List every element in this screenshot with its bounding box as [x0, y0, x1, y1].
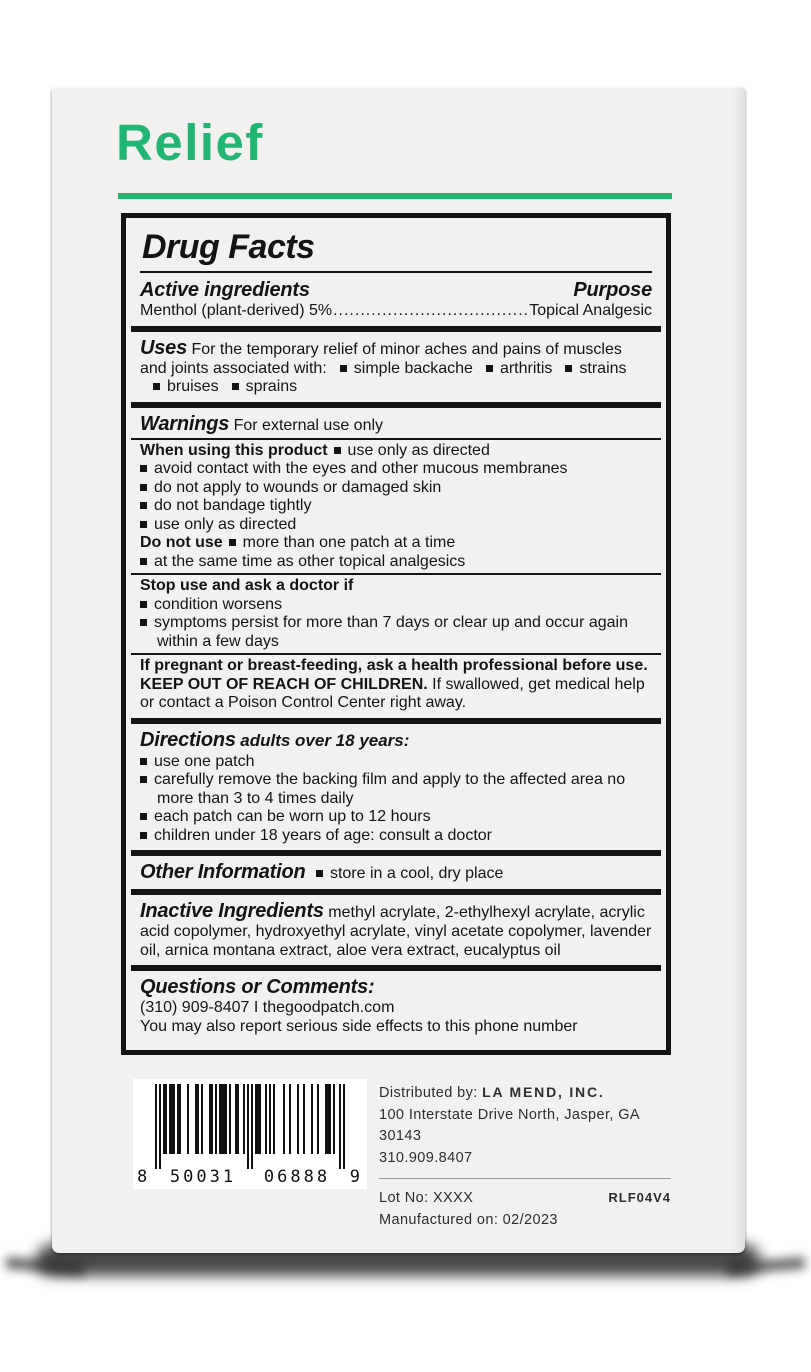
divider-thin — [131, 438, 661, 440]
brand-title: Relief — [116, 114, 264, 171]
uses-section — [140, 337, 652, 397]
lot-row — [379, 1187, 671, 1210]
bullet-square-icon — [140, 619, 147, 626]
manufactured-date: Manufactured on: 02/2023 — [379, 1211, 558, 1228]
bullet-square-icon — [486, 365, 493, 372]
bullet-square-icon — [140, 484, 147, 491]
bullet-square-icon — [232, 383, 239, 390]
barcode-graphic — [133, 1079, 367, 1189]
bullet-square-icon — [334, 447, 341, 454]
divider-thick — [131, 965, 661, 971]
footer-divider — [379, 1178, 671, 1179]
warnings-heading: Warnings — [140, 412, 230, 435]
bullet-square-icon — [140, 832, 147, 839]
active-ingredients-header — [140, 279, 652, 302]
uses-item: arthritis — [486, 360, 552, 377]
svg-text:50031: 50031 — [169, 1167, 237, 1187]
warnings-header — [140, 413, 652, 436]
product-code: RLF04V4 — [608, 1190, 671, 1205]
bullet-square-icon — [140, 558, 147, 565]
uses-intro: For the temporary relief of minor aches and pains of muscles and joints associated with: — [140, 340, 622, 377]
do-not-use-inline-item: more than one patch at a time — [242, 534, 456, 551]
distributor-label: Distributed by: — [379, 1085, 478, 1101]
divider-thick — [131, 889, 661, 895]
when-using-lead — [140, 442, 652, 461]
warning-item: use only as directed — [140, 516, 652, 535]
directions-heading: Directions — [140, 728, 236, 751]
uses-heading: Uses — [140, 336, 188, 359]
divider-thick — [131, 718, 661, 724]
uses-item: strains — [565, 360, 626, 377]
bullet-square-icon — [340, 365, 347, 372]
do-not-use-list — [140, 553, 652, 572]
inactive-ingredients-heading: Inactive Ingredients — [140, 900, 324, 922]
other-information-item: store in a cool, dry place — [329, 865, 504, 882]
directions-header — [140, 729, 652, 752]
svg-text:8: 8 — [137, 1167, 151, 1187]
active-ingredients-heading: Active ingredients — [140, 279, 310, 301]
warning-item: symptoms persist for more than 7 days or clear up and occur again within a few days — [140, 614, 652, 651]
uses-item: simple backache — [340, 360, 473, 377]
bullet-square-icon — [140, 813, 147, 820]
product-package-back — [52, 87, 745, 1253]
direction-item: children under 18 years of age: consult a doctor — [140, 827, 652, 846]
uses-item: sprains — [232, 378, 298, 395]
direction-item: each patch can be worn up to 12 hours — [140, 808, 652, 827]
pregnancy-warning-bold: If pregnant or breast-feeding, ask a health professional before use. KEEP OUT OF REACH OF CHILDREN. — [140, 657, 648, 693]
divider-thin — [140, 271, 652, 273]
other-information-row — [140, 861, 652, 884]
bullet-square-icon — [153, 383, 160, 390]
active-ingredient-name: Menthol (plant-derived) 5% — [140, 302, 333, 319]
bullet-square-icon — [140, 776, 147, 783]
distributor-block — [379, 1082, 671, 1231]
direction-item: carefully remove the backing film and apply to the affected area no more than 3 to 4 times daily — [140, 771, 652, 808]
warning-item: at the same time as other topical analgesics — [140, 553, 652, 572]
bullet-square-icon — [140, 502, 147, 509]
drug-facts-panel — [121, 213, 671, 1055]
distributor-phone: 310.909.8407 — [379, 1149, 473, 1166]
bullet-square-icon — [140, 758, 147, 765]
questions-phone-line: (310) 909-8407 I thegoodpatch.com — [140, 999, 395, 1016]
purpose-heading: Purpose — [573, 279, 652, 301]
other-information-heading: Other Information — [140, 861, 306, 883]
lot-number: Lot No: XXXX — [379, 1190, 474, 1206]
warning-item: avoid contact with the eyes and other mucous membranes — [140, 460, 652, 479]
bullet-square-icon — [565, 365, 572, 372]
distributor-line — [379, 1082, 671, 1105]
warnings-subheading: For external use only — [233, 416, 384, 434]
divider-thick — [131, 850, 661, 856]
brand-underline — [118, 193, 672, 199]
stop-use-label: Stop use and ask a doctor if — [140, 577, 354, 594]
warning-item: condition worsens — [140, 596, 652, 615]
inactive-ingredients-section — [140, 900, 652, 960]
when-using-inline-item: use only as directed — [347, 441, 490, 459]
uses-item: bruises — [153, 378, 219, 395]
svg-text:9: 9 — [349, 1167, 363, 1187]
when-using-label: When using this product — [140, 441, 328, 459]
divider-thin — [131, 653, 661, 655]
directions-subheading: adults over 18 years: — [240, 730, 410, 750]
active-ingredient-purpose: Topical Analgesic — [529, 302, 652, 319]
direction-item: use one patch — [140, 753, 652, 772]
distributor-address: 100 Interstate Drive North, Jasper, GA 30143 — [379, 1106, 640, 1144]
directions-list — [140, 753, 652, 846]
bullet-square-icon — [229, 539, 236, 546]
dot-leader — [333, 302, 528, 321]
bullet-square-icon — [140, 601, 147, 608]
bullet-square-icon — [316, 870, 323, 877]
do-not-use-label: Do not use — [140, 534, 223, 551]
divider-thick — [131, 326, 661, 332]
divider-thin — [131, 573, 661, 575]
distributor-name: LA MEND, INC. — [482, 1084, 605, 1100]
inactive-ingredients-text: methyl acrylate, 2-ethylhexyl acrylate, acrylic acid copolymer, hydroxyethyl acrylate, vinyl acetate copolymer, lavender oil, arnica montana extract, aloe vera extract, eucalyptus oil — [140, 904, 652, 959]
drug-facts-title: Drug Facts — [142, 228, 315, 266]
divider-thick — [131, 402, 661, 408]
stop-use-list — [140, 596, 652, 652]
questions-note: You may also report serious side effects to this phone number — [140, 1017, 578, 1035]
pregnancy-warning-regular: If swallowed, get medical help or contact a Poison Control Center right away. — [140, 675, 645, 711]
warning-item: do not apply to wounds or damaged skin — [140, 479, 652, 498]
bullet-square-icon — [140, 521, 147, 528]
svg-text:06888: 06888 — [263, 1167, 331, 1187]
pregnancy-warning — [140, 657, 652, 713]
bullet-square-icon — [140, 465, 147, 472]
active-ingredient-row — [140, 302, 652, 321]
do-not-use-lead — [140, 534, 652, 553]
warning-item: do not bandage tightly — [140, 497, 652, 516]
when-using-list — [140, 460, 652, 534]
questions-heading: Questions or Comments: — [140, 976, 375, 998]
upc-barcode — [133, 1079, 367, 1189]
